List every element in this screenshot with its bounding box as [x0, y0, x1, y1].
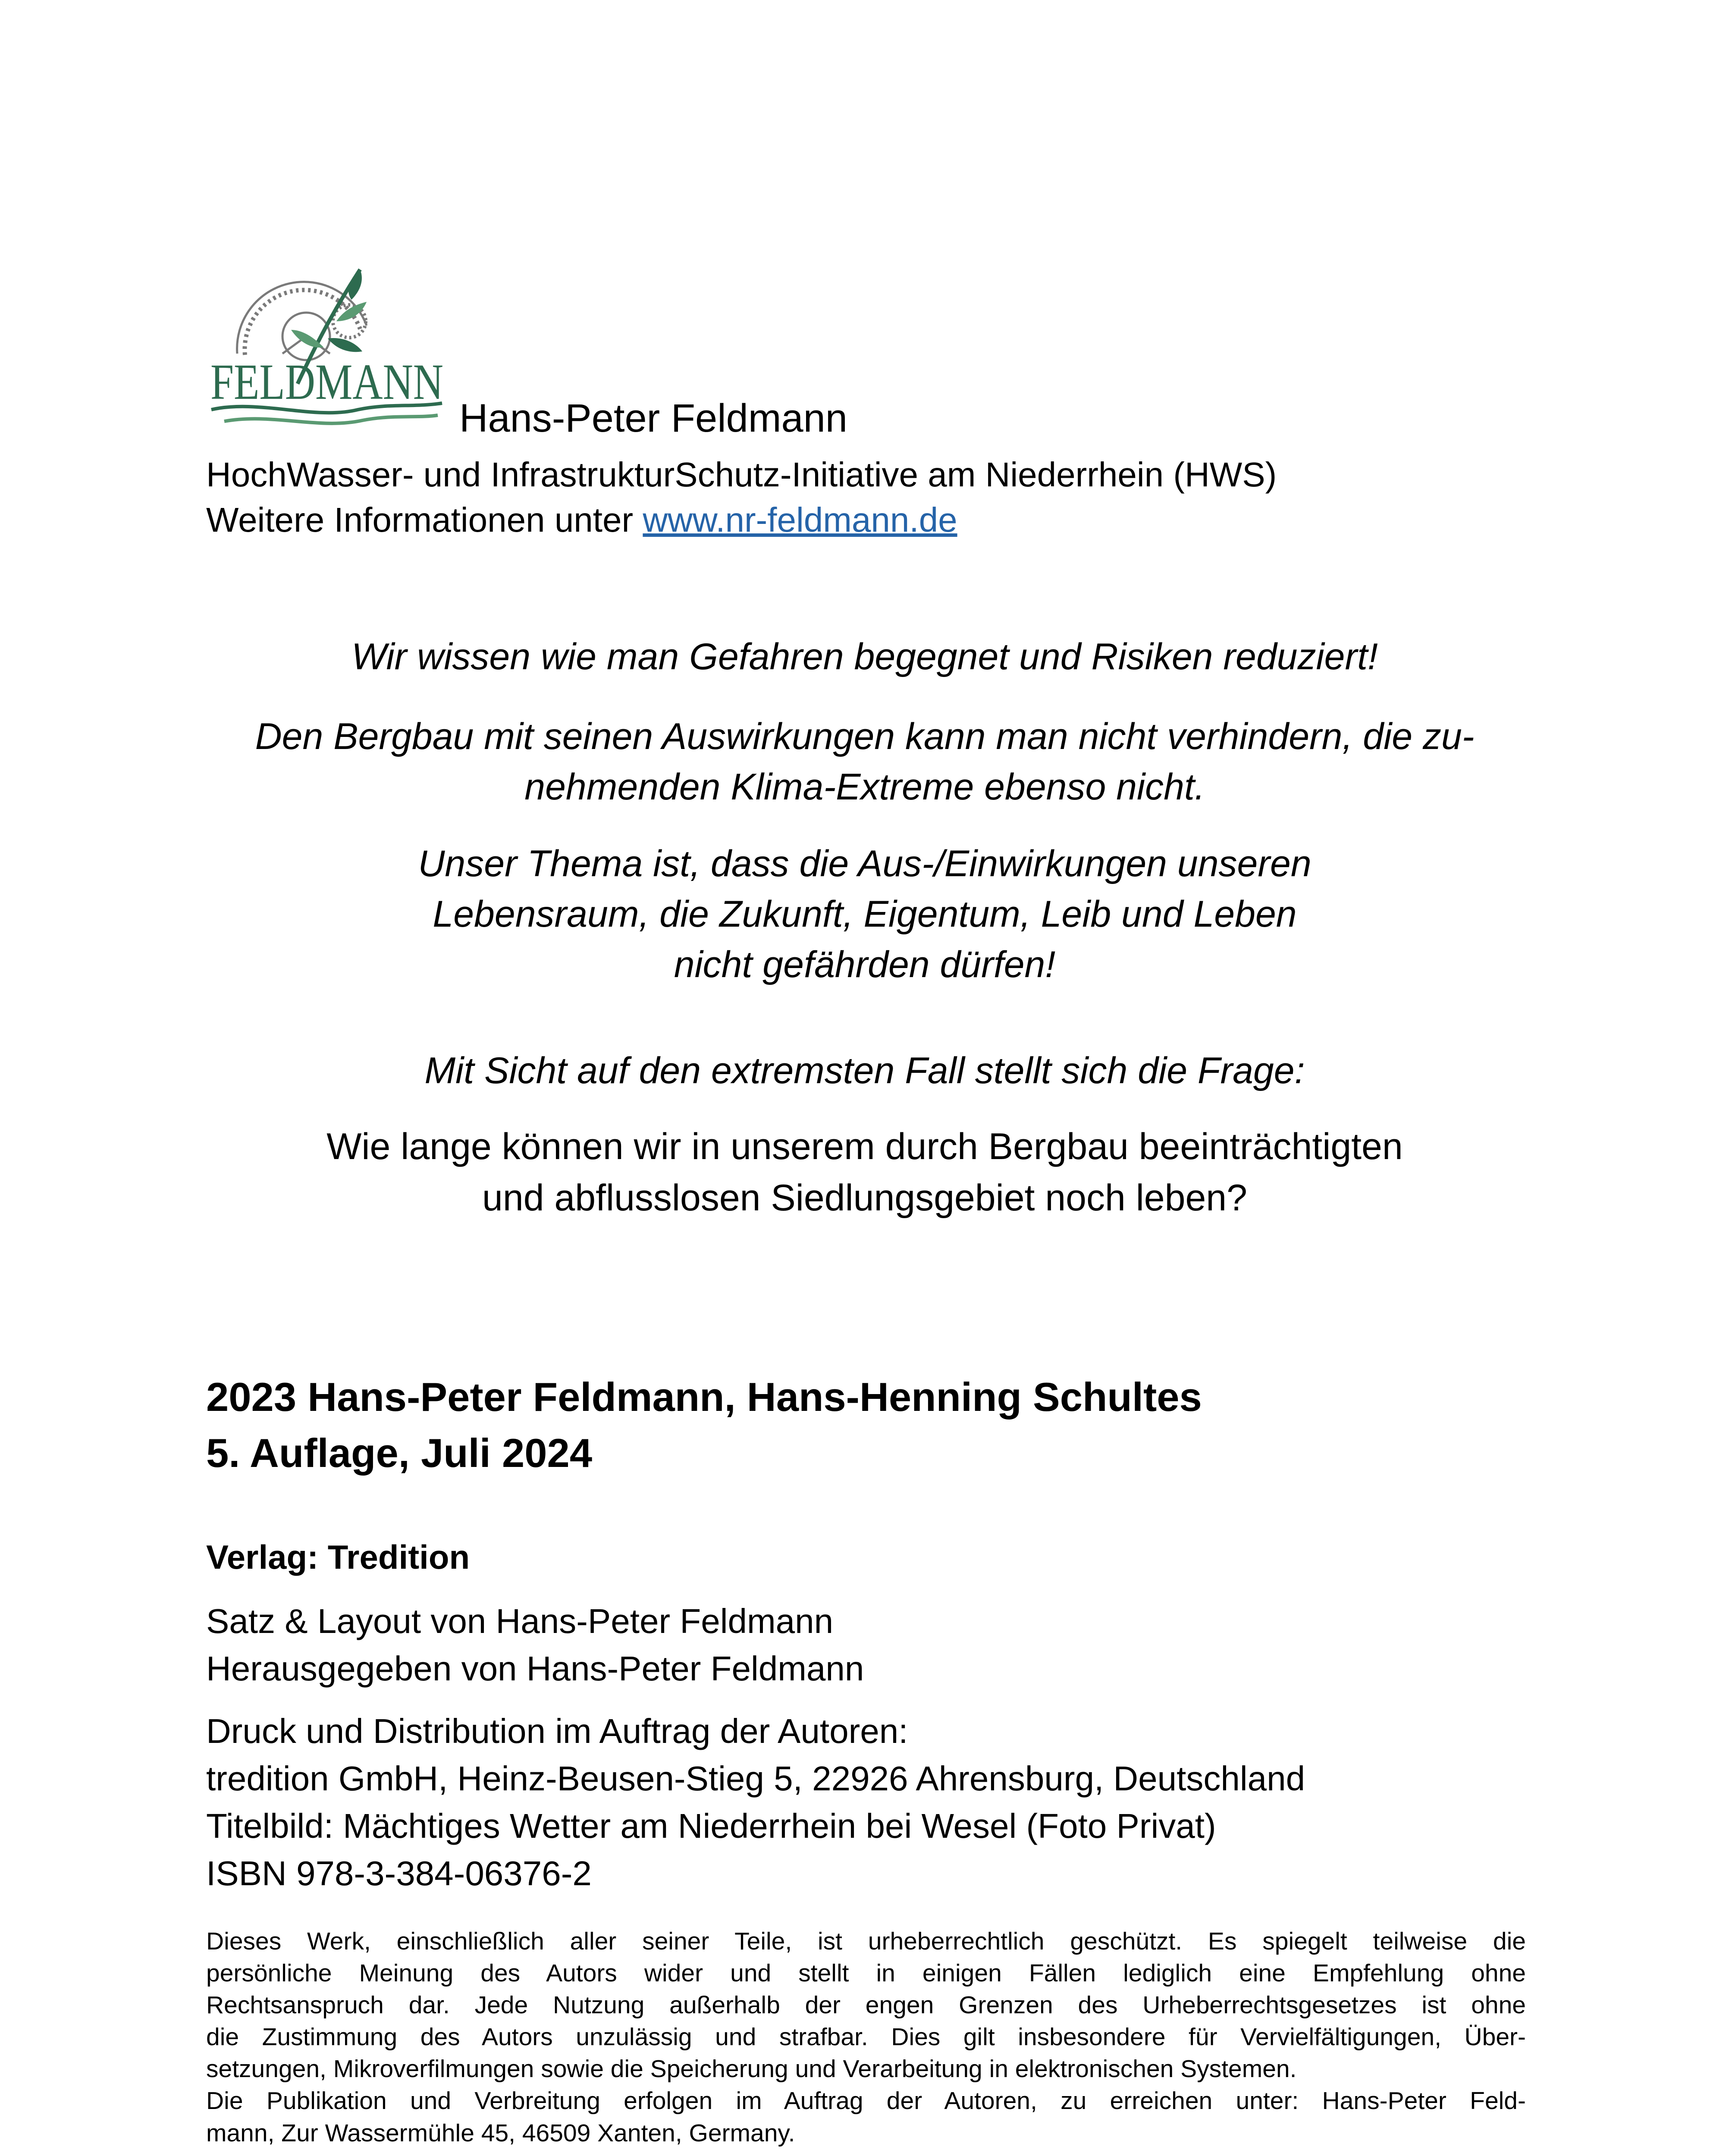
- legal-line: die Zustimmung des Autors unzulässig und strafbar. Dies gilt insbesondere für Vervielfältigungen, Über-: [206, 2023, 1526, 2051]
- imprint-editor: Herausgegeben von Hans-Peter Feldmann: [206, 1649, 864, 1688]
- imprint-address: tredition GmbH, Heinz-Beusen-Stieg 5, 22926 Ahrensburg, Deutschland: [206, 1759, 1305, 1798]
- question-line: Wie lange können wir in unserem durch Bergbau beeinträchtigten: [326, 1126, 1403, 1167]
- website-link[interactable]: www.nr-feldmann.de: [643, 501, 957, 539]
- motto-text-line: nicht gefährden dürfen!: [674, 943, 1056, 985]
- imprint-publisher: Verlag: Tredition: [206, 1538, 470, 1576]
- imprint-edition: 5. Auflage, Juli 2024: [206, 1430, 593, 1476]
- motto-paragraph-4: Mit Sicht auf den extremsten Fall stellt sich die Frage:: [424, 1050, 1305, 1091]
- legal-line: setzungen, Mikroverfilmungen sowie die Speicherung und Verarbeitung in elektronischen Systemen.: [206, 2055, 1297, 2083]
- central-question: [185, 1121, 1544, 1223]
- info-prefix: Weitere Informationen unter: [206, 501, 643, 539]
- imprint-isbn: ISBN 978-3-384-06376-2: [206, 1854, 592, 1893]
- question-line: und abflusslosen Siedlungsgebiet noch leben?: [482, 1177, 1247, 1219]
- motto-line-1: Wir wissen wie man Gefahren begegnet und Risiken reduziert!: [351, 636, 1378, 677]
- organization-line: HochWasser- und InfrastrukturSchutz-Initiative am Niederrhein (HWS): [206, 455, 1277, 494]
- author-name: Hans-Peter Feldmann: [459, 396, 847, 440]
- motto-text-line: Unser Thema ist, dass die Aus-/Einwirkungen unseren: [418, 843, 1312, 884]
- motto-paragraph-2: [185, 711, 1544, 812]
- motto-text-line: Den Bergbau mit seinen Auswirkungen kann man nicht verhindern, die zu-: [255, 716, 1475, 757]
- legal-line: mann, Zur Wassermühle 45, 46509 Xanten, Germany.: [206, 2119, 795, 2147]
- motto-text-line: Lebensraum, die Zukunft, Eigentum, Leib und Leben: [433, 893, 1297, 935]
- legal-line: Dieses Werk, einschließlich aller seiner Teile, ist urheberrechtlich geschützt. Es spiegelt teilweise die: [206, 1927, 1526, 1955]
- logo-text: FELDMANN: [210, 354, 443, 410]
- imprint-layout: Satz & Layout von Hans-Peter Feldmann: [206, 1602, 834, 1640]
- imprint-authors: 2023 Hans-Peter Feldmann, Hans-Henning Schultes: [206, 1374, 1202, 1420]
- imprint-print-line: Druck und Distribution im Auftrag der Autoren:: [206, 1712, 908, 1750]
- legal-line: Rechtsanspruch dar. Jede Nutzung außerhalb der engen Grenzen des Urheberrechtsgesetzes ist ohne: [206, 1991, 1526, 2019]
- motto-text-line: nehmenden Klima-Extreme ebenso nicht.: [524, 766, 1205, 808]
- legal-line: persönliche Meinung des Autors wider und stellt in einigen Fällen lediglich eine Empfehlung ohne: [206, 1959, 1526, 1987]
- legal-notice: [206, 1925, 1526, 2149]
- info-line: [206, 500, 957, 540]
- feldmann-logo: [207, 261, 449, 433]
- legal-line: Die Publikation und Verbreitung erfolgen im Auftrag der Autoren, zu erreichen unter: Hans-Peter Feld-: [206, 2087, 1526, 2115]
- motto-paragraph-3: [185, 839, 1544, 990]
- imprint-cover: Titelbild: Mächtiges Wetter am Niederrhein bei Wesel (Foto Privat): [206, 1807, 1216, 1845]
